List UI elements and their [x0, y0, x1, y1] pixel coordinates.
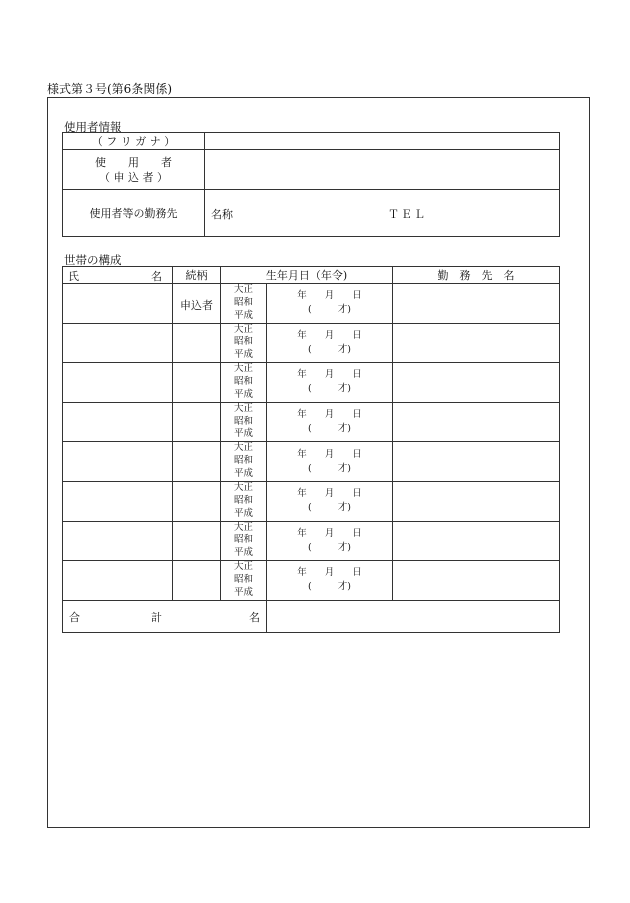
name-header-right: 名	[151, 270, 162, 283]
age-close: 才)	[337, 581, 351, 593]
member-name-field[interactable]	[63, 363, 173, 403]
era-option: 平成	[233, 309, 253, 321]
era-options[interactable]	[221, 363, 267, 403]
era-option: 昭和	[233, 494, 253, 506]
era-option: 昭和	[233, 534, 253, 546]
age-open: (	[308, 383, 312, 395]
year-label: 年	[297, 527, 307, 539]
dob-field[interactable]	[267, 323, 393, 363]
era-option: 平成	[233, 428, 253, 440]
month-label: 月	[324, 567, 335, 579]
age-line	[267, 343, 392, 357]
era-option: 平成	[233, 468, 253, 480]
dob-line	[267, 368, 392, 382]
age-close: 才)	[337, 343, 351, 355]
year-label: 年	[297, 369, 307, 381]
year-label: 年	[297, 329, 307, 341]
year-label: 年	[297, 448, 307, 460]
era-options[interactable]	[221, 481, 267, 521]
era-option: 大正	[233, 284, 253, 296]
year-label: 年	[297, 488, 307, 500]
member-row	[63, 521, 560, 561]
era-options[interactable]	[221, 323, 267, 363]
member-row	[63, 284, 560, 324]
age-open: (	[308, 462, 312, 474]
era-option: 平成	[233, 547, 253, 559]
day-label: 日	[352, 448, 362, 460]
day-label: 日	[352, 488, 362, 500]
member-workplace-field[interactable]	[393, 442, 560, 482]
era-option: 平成	[233, 349, 253, 361]
relation-header: 続柄	[173, 267, 221, 284]
member-workplace-field[interactable]	[393, 521, 560, 561]
age-close: 才)	[337, 502, 351, 514]
year-label: 年	[297, 567, 307, 579]
applicant-label	[63, 150, 205, 190]
member-name-field[interactable]	[63, 561, 173, 601]
member-relation-field[interactable]	[173, 481, 221, 521]
dob-field[interactable]	[267, 363, 393, 403]
era-option: 昭和	[233, 415, 253, 427]
day-label: 日	[352, 567, 362, 579]
member-row	[63, 402, 560, 442]
age-open: (	[308, 541, 312, 553]
era-option: 昭和	[233, 336, 253, 348]
month-label: 月	[324, 409, 335, 421]
total-left: 合	[69, 610, 80, 624]
member-workplace-field[interactable]	[393, 402, 560, 442]
user-info-title: 使用者情報	[64, 120, 122, 134]
age-close: 才)	[337, 462, 351, 474]
era-option: 大正	[233, 521, 253, 533]
era-option: 平成	[233, 586, 253, 598]
age-close: 才)	[337, 541, 351, 553]
member-row	[63, 561, 560, 601]
age-close: 才)	[337, 383, 351, 395]
workplace-header: 勤 務 先 名	[393, 267, 560, 284]
day-label: 日	[352, 290, 362, 302]
member-row	[63, 442, 560, 482]
member-workplace-field[interactable]	[393, 561, 560, 601]
year-label: 年	[297, 290, 307, 302]
era-option: 大正	[233, 363, 253, 375]
applicant-field[interactable]	[205, 150, 560, 190]
era-options[interactable]	[221, 402, 267, 442]
member-workplace-field[interactable]	[393, 363, 560, 403]
dob-field[interactable]	[267, 561, 393, 601]
dob-field[interactable]	[267, 284, 393, 324]
name-header	[63, 267, 173, 284]
age-open: (	[308, 304, 312, 316]
era-option: 大正	[233, 561, 253, 573]
member-name-field[interactable]	[63, 481, 173, 521]
member-relation-field[interactable]	[173, 402, 221, 442]
month-label: 月	[324, 488, 335, 500]
member-name-field[interactable]	[63, 442, 173, 482]
dob-field[interactable]	[267, 521, 393, 561]
form-number-label: 様式第３号(第6条関係)	[47, 82, 172, 96]
applicant-label-line2: （ 申 込 者 ）	[99, 170, 168, 184]
day-label: 日	[352, 527, 362, 539]
member-relation-field[interactable]	[173, 521, 221, 561]
member-relation-field[interactable]	[173, 323, 221, 363]
era-option: 大正	[233, 323, 253, 335]
age-line	[267, 501, 392, 515]
age-line	[267, 462, 392, 476]
member-relation-field[interactable]	[173, 561, 221, 601]
era-options[interactable]	[221, 284, 267, 324]
era-option: 昭和	[233, 376, 253, 388]
workplace-label: 使用者等の勤務先	[63, 190, 205, 237]
month-label: 月	[324, 448, 335, 460]
member-workplace-field[interactable]	[393, 323, 560, 363]
year-label: 年	[297, 409, 307, 421]
era-options[interactable]	[221, 521, 267, 561]
dob-field[interactable]	[267, 442, 393, 482]
member-workplace-field[interactable]	[393, 481, 560, 521]
month-label: 月	[324, 290, 335, 302]
member-name-field[interactable]	[63, 323, 173, 363]
total-label	[63, 600, 267, 632]
era-option: 昭和	[233, 455, 253, 467]
member-workplace-field[interactable]	[393, 284, 560, 324]
dob-line	[267, 448, 392, 462]
member-row	[63, 323, 560, 363]
era-option: 大正	[233, 402, 253, 414]
era-option: 大正	[233, 482, 253, 494]
furigana-label: （ フ リ ガ ナ ）	[63, 133, 205, 150]
age-line	[267, 541, 392, 555]
total-field[interactable]	[267, 600, 560, 632]
household-table	[62, 266, 560, 633]
month-label: 月	[324, 329, 335, 341]
day-label: 日	[352, 409, 362, 421]
dob-field[interactable]	[267, 402, 393, 442]
age-close: 才)	[337, 304, 351, 316]
member-name-field[interactable]	[63, 284, 173, 324]
era-option: 平成	[233, 507, 253, 519]
dob-line	[267, 527, 392, 541]
dob-field[interactable]	[267, 481, 393, 521]
era-option: 昭和	[233, 574, 253, 586]
member-name-field[interactable]	[63, 521, 173, 561]
dob-header: 生年月日（年令)	[221, 267, 393, 284]
age-open: (	[308, 581, 312, 593]
member-row	[63, 481, 560, 521]
member-relation-field[interactable]	[173, 442, 221, 482]
workplace-tel-label: ＴＥＬ	[388, 208, 427, 221]
relation-applicant: 申込者	[180, 299, 213, 312]
day-label: 日	[352, 329, 362, 341]
age-open: (	[308, 502, 312, 514]
age-line	[267, 303, 392, 317]
era-options[interactable]	[221, 442, 267, 482]
total-mid: 計	[151, 610, 162, 624]
total-row	[63, 600, 560, 632]
era-option: 平成	[233, 388, 253, 400]
dob-line	[267, 408, 392, 422]
furigana-field[interactable]	[205, 133, 560, 150]
total-right: 名	[249, 610, 260, 624]
member-relation-field[interactable]	[173, 284, 221, 324]
member-row	[63, 363, 560, 403]
applicant-label-line1: 使 用 者	[95, 155, 172, 169]
member-relation-field[interactable]	[173, 363, 221, 403]
era-options[interactable]	[221, 561, 267, 601]
dob-line	[267, 329, 392, 343]
era-option: 昭和	[233, 296, 253, 308]
dob-line	[267, 487, 392, 501]
workplace-field[interactable]	[205, 190, 560, 237]
age-line	[267, 422, 392, 436]
household-title: 世帯の構成	[64, 253, 122, 267]
age-open: (	[308, 423, 312, 435]
month-label: 月	[324, 527, 335, 539]
age-line	[267, 382, 392, 396]
age-line	[267, 580, 392, 594]
age-open: (	[308, 343, 312, 355]
era-option: 大正	[233, 442, 253, 454]
month-label: 月	[324, 369, 335, 381]
age-close: 才)	[337, 423, 351, 435]
name-header-left: 氏	[68, 270, 79, 283]
dob-line	[267, 289, 392, 303]
workplace-name-label: 名称	[211, 208, 233, 221]
user-info-table	[62, 132, 560, 237]
day-label: 日	[352, 369, 362, 381]
member-name-field[interactable]	[63, 402, 173, 442]
dob-line	[267, 566, 392, 580]
